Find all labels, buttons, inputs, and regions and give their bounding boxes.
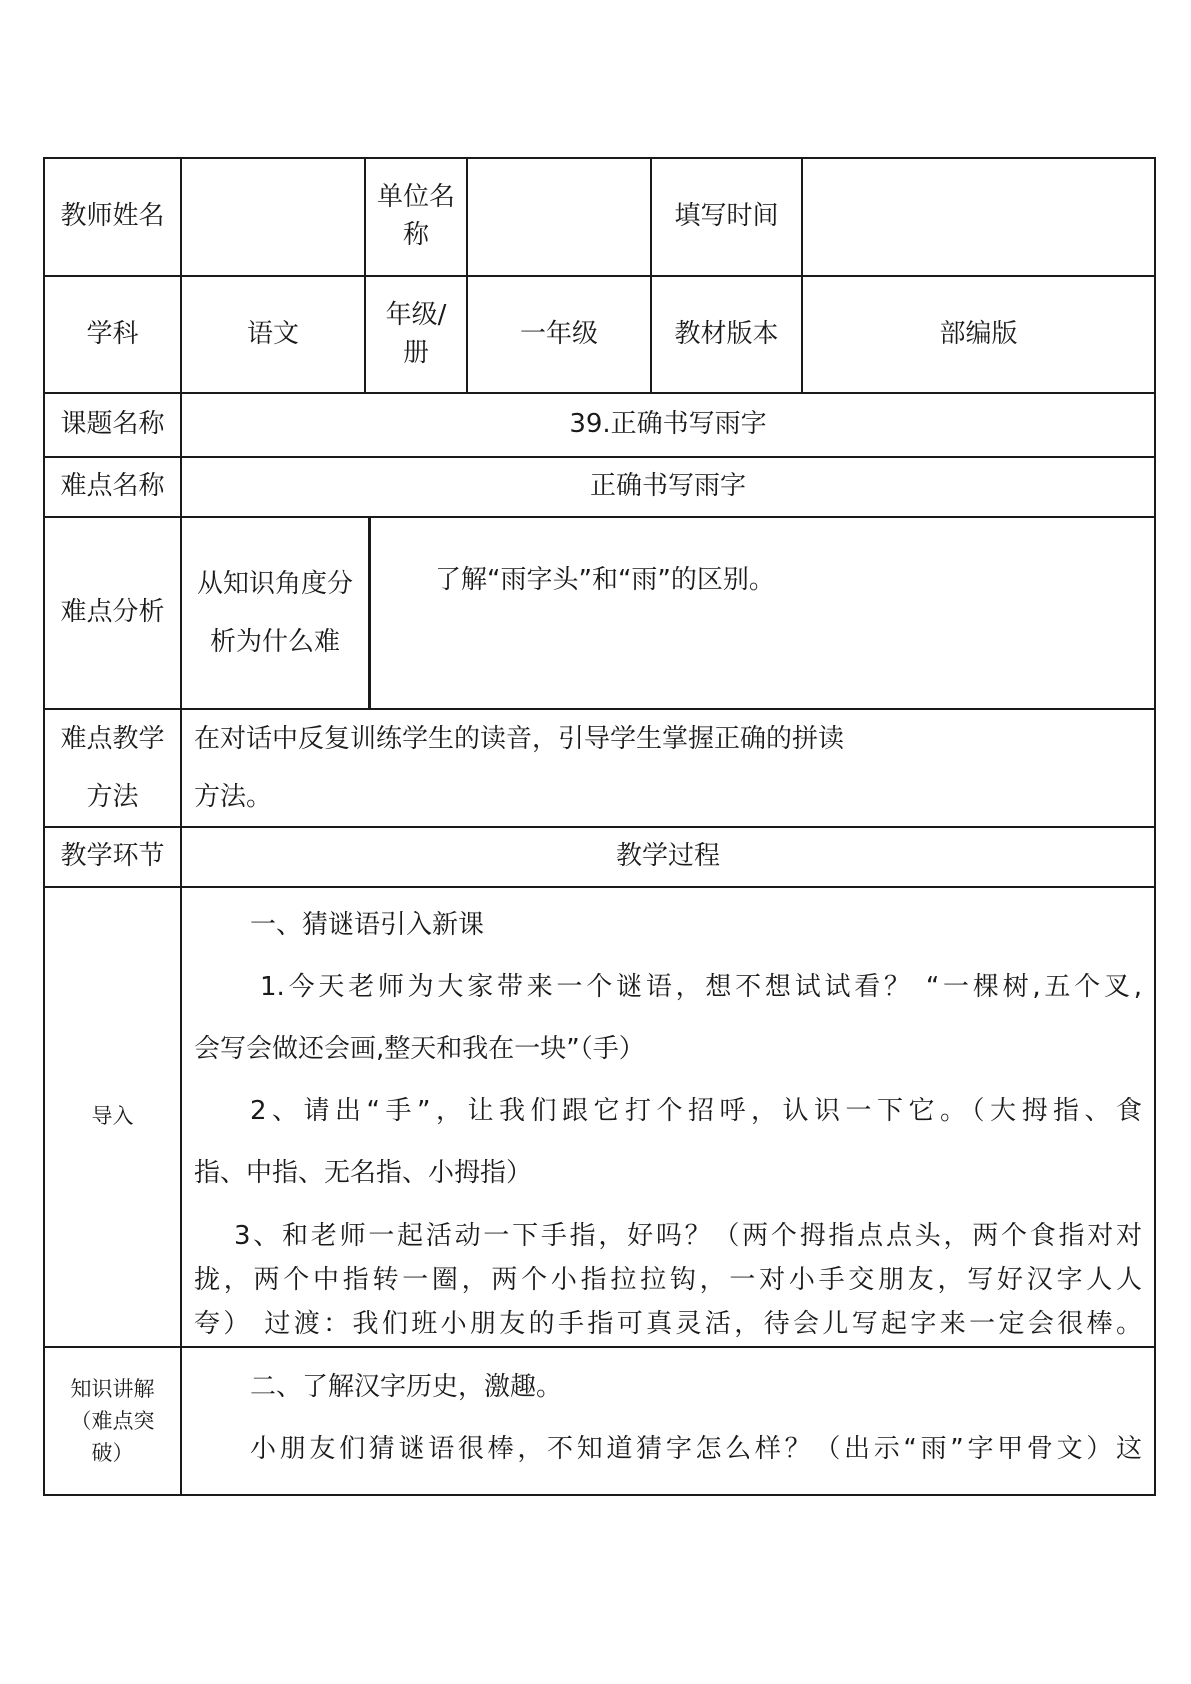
intro-line-1: 一、猜谜语引入新课 bbox=[250, 910, 485, 940]
unit-name-label-line1: 单位名 bbox=[376, 182, 455, 213]
method-label bbox=[44, 709, 181, 827]
intro-row bbox=[44, 887, 1155, 1347]
intro-line-7: 拢，两个中指转一圈，两个小指拉拉钩，一对小手交朋友，写好汉字人人 bbox=[194, 1265, 1142, 1295]
topic-value: 39.正确书写雨字 bbox=[181, 393, 1155, 457]
fill-date-value[interactable] bbox=[802, 158, 1155, 276]
method-value-line1: 在对话中反复训练学生的读音，引导学生掌握正确的拼读 bbox=[194, 724, 845, 754]
analysis-inner-table bbox=[182, 518, 1154, 708]
method-row bbox=[44, 709, 1155, 827]
header-row-subject bbox=[44, 276, 1155, 393]
process-content-label: 教学过程 bbox=[181, 827, 1155, 887]
intro-line-6: 3、和老师一起活动一下手指，好吗？（两个拇指点点头，两个食指对对 bbox=[234, 1221, 1142, 1251]
knowledge-label bbox=[44, 1347, 181, 1495]
process-header-row bbox=[44, 827, 1155, 887]
knowledge-line-1: 二、了解汉字历史，激趣。 bbox=[250, 1372, 563, 1402]
analysis-sub-label-line1: 从知识角度分 bbox=[196, 569, 353, 599]
teacher-name-value[interactable] bbox=[181, 158, 365, 276]
unit-name-label-line2: 称 bbox=[402, 220, 429, 250]
subject-label: 学科 bbox=[44, 276, 181, 393]
grade-value: 一年级 bbox=[467, 276, 651, 393]
difficulty-label: 难点名称 bbox=[44, 457, 181, 517]
intro-line-5: 指、中指、无名指、小拇指） bbox=[194, 1158, 533, 1188]
process-stage-label: 教学环节 bbox=[44, 827, 181, 887]
difficulty-row bbox=[44, 457, 1155, 517]
intro-line-2: 1.今天老师为大家带来一个谜语，想不想试试看？ “一棵树,五个叉, bbox=[260, 972, 1142, 1002]
intro-activity-block bbox=[194, 1214, 1142, 1346]
intro-line-8: 夸） 过渡：我们班小朋友的手指可真灵活，待会儿写起字来一定会很棒。 bbox=[194, 1309, 1142, 1339]
intro-label: 导入 bbox=[44, 887, 181, 1347]
subject-value: 语文 bbox=[181, 276, 365, 393]
intro-line-3: 会写会做还会画,整天和我在一块”（手） bbox=[194, 1034, 645, 1064]
teacher-name-label: 教师姓名 bbox=[44, 158, 181, 276]
analysis-label: 难点分析 bbox=[44, 517, 181, 709]
analysis-value: 了解“雨字头”和“雨”的区别。 bbox=[435, 565, 775, 595]
knowledge-label-line3: 破） bbox=[91, 1441, 134, 1465]
unit-name-value[interactable] bbox=[467, 158, 651, 276]
knowledge-label-line2: （难点突 bbox=[70, 1409, 155, 1433]
analysis-row bbox=[44, 517, 1155, 709]
grade-label-line2: 册 bbox=[402, 337, 429, 368]
analysis-sub-label bbox=[182, 518, 370, 708]
analysis-sub-label-line2: 析为什么难 bbox=[209, 627, 340, 657]
grade-label bbox=[365, 276, 467, 393]
knowledge-line-2: 小朋友们猜谜语很棒，不知道猜字怎么样？（出示“雨”字甲骨文）这 bbox=[250, 1434, 1142, 1464]
grade-label-line1: 年级/ bbox=[385, 299, 447, 330]
method-value bbox=[181, 709, 1155, 827]
topic-label: 课题名称 bbox=[44, 393, 181, 457]
knowledge-content bbox=[181, 1347, 1155, 1495]
edition-value: 部编版 bbox=[802, 276, 1155, 393]
knowledge-row bbox=[44, 1347, 1155, 1495]
method-value-line2: 方法。 bbox=[194, 782, 273, 812]
method-label-line1: 难点教学 bbox=[60, 724, 165, 754]
fill-date-label: 填写时间 bbox=[651, 158, 802, 276]
difficulty-value: 正确书写雨字 bbox=[181, 457, 1155, 517]
intro-content bbox=[181, 887, 1155, 1347]
lesson-plan-sheet bbox=[43, 157, 1154, 1496]
method-label-line2: 方法 bbox=[86, 782, 139, 812]
edition-label: 教材版本 bbox=[651, 276, 802, 393]
header-row-teacher bbox=[44, 158, 1155, 276]
knowledge-label-line1: 知识讲解 bbox=[70, 1377, 155, 1401]
intro-line-4: 2、请出“手”，让我们跟它打个招呼，认识一下它。（大拇指、食 bbox=[250, 1096, 1142, 1126]
topic-row bbox=[44, 393, 1155, 457]
unit-name-label bbox=[365, 158, 467, 276]
lesson-plan-table bbox=[43, 157, 1156, 1496]
analysis-content bbox=[181, 517, 1155, 709]
